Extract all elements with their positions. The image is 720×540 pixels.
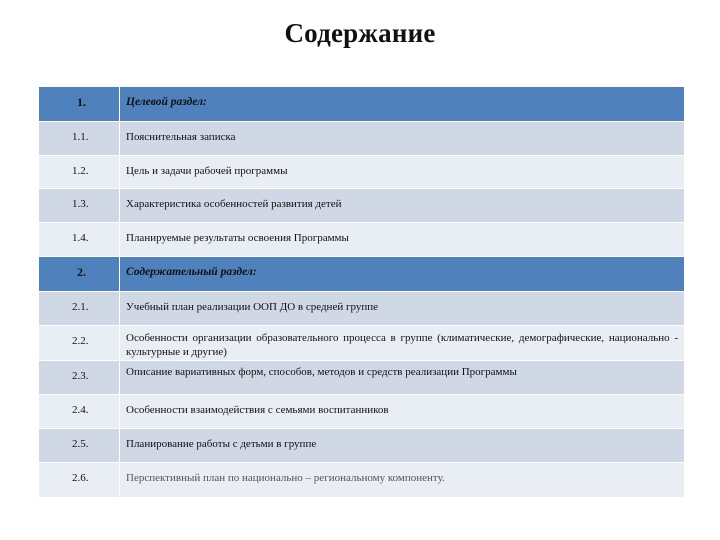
- table-row: [39, 122, 685, 156]
- row-text-cell: [120, 189, 685, 223]
- table-row: [39, 223, 685, 257]
- row-text-cell: [120, 395, 685, 429]
- row-number-cell: [39, 292, 120, 326]
- table-row: [39, 361, 685, 395]
- row-text: Пояснительная записка: [126, 131, 236, 143]
- row-number: 1.2.: [72, 165, 89, 177]
- row-text: Описание вариативных форм, способов, методов и средств реализации Программы: [126, 366, 517, 378]
- table-row: [39, 326, 685, 361]
- row-text-cell: [120, 292, 685, 326]
- row-number: 2.6.: [72, 472, 89, 484]
- row-text-cell: [120, 87, 685, 122]
- table-row: [39, 463, 685, 498]
- row-text-cell: [120, 361, 685, 395]
- table-row: [39, 87, 685, 122]
- row-text-cell: [120, 257, 685, 292]
- row-number: 2.: [77, 265, 86, 279]
- row-text-cell: [120, 429, 685, 463]
- row-number: 2.5.: [72, 438, 89, 450]
- row-number-cell: [39, 463, 120, 498]
- table-row: [39, 292, 685, 326]
- table-row: [39, 257, 685, 292]
- row-number: 1.1.: [72, 131, 89, 143]
- row-text: Целевой раздел:: [126, 96, 207, 108]
- row-number-cell: [39, 223, 120, 257]
- row-number: 2.2.: [72, 335, 89, 347]
- table-row: [39, 429, 685, 463]
- row-number: 1.4.: [72, 232, 89, 244]
- row-text-cell: [120, 326, 685, 361]
- row-number-cell: [39, 122, 120, 156]
- row-number-cell: [39, 189, 120, 223]
- row-number: 2.4.: [72, 404, 89, 416]
- row-text-cell: [120, 156, 685, 189]
- row-text-cell: [120, 223, 685, 257]
- row-number-cell: [39, 156, 120, 189]
- row-text: Учебный план реализации ООП ДО в средней группе: [126, 301, 378, 313]
- row-text: Перспективный план по национально – региональному компоненту.: [126, 472, 445, 484]
- row-text: Особенности организации образовательного процесса в группе (климатические, демографические, национально - культурные и другие): [126, 332, 678, 358]
- table-row: [39, 189, 685, 223]
- row-text: Планируемые результаты освоения Программы: [126, 232, 349, 244]
- row-number: 2.3.: [72, 370, 89, 382]
- row-text: Содержательный раздел:: [126, 266, 257, 278]
- row-number-cell: [39, 395, 120, 429]
- contents-table: [38, 86, 685, 498]
- row-text-cell: [120, 463, 685, 498]
- page-title: Содержание: [284, 18, 436, 48]
- row-number: 1.3.: [72, 198, 89, 210]
- table-row: [39, 395, 685, 429]
- table-row: [39, 156, 685, 189]
- row-number-cell: [39, 257, 120, 292]
- row-text-cell: [120, 122, 685, 156]
- row-text: Планирование работы с детьми в группе: [126, 438, 317, 450]
- row-number-cell: [39, 429, 120, 463]
- row-number-cell: [39, 361, 120, 395]
- row-number: 2.1.: [72, 301, 89, 313]
- row-text: Характеристика особенностей развития детей: [126, 198, 342, 210]
- row-number: 1.: [77, 95, 86, 109]
- row-text: Особенности взаимодействия с семьями воспитанников: [126, 404, 389, 416]
- row-number-cell: [39, 87, 120, 122]
- row-number-cell: [39, 326, 120, 361]
- row-text: Цель и задачи рабочей программы: [126, 165, 288, 177]
